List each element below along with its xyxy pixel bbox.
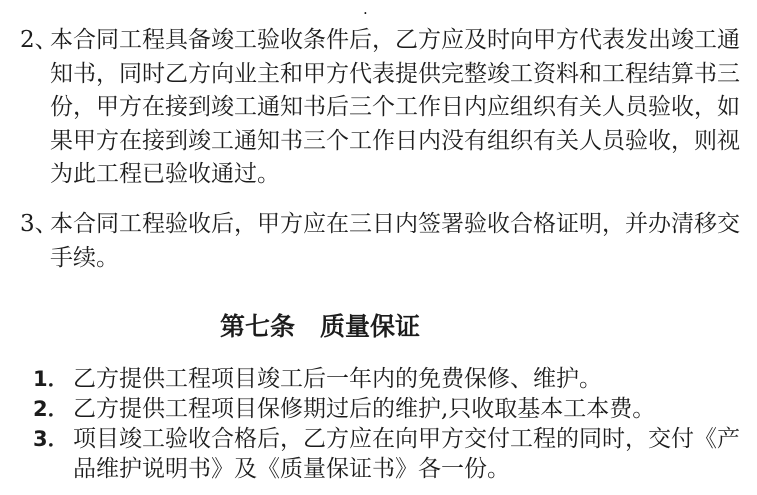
clause-text-line: 手续。 <box>50 244 119 271</box>
clause-text-line: 本合同工程具备竣工验收条件后，乙方应及时向甲方代表发出竣工通 <box>50 27 740 53</box>
section-heading: 第七条 质量保证 <box>220 311 421 341</box>
quality-text-line: 品维护说明书》及《质量保证书》各一份。 <box>73 456 510 482</box>
clause-text-line: 知书，同时乙方向业主和甲方代表提供完整竣工资料和工程结算书三 <box>50 60 740 87</box>
quality-text-line: 乙方提供工程项目竣工后一年内的免费保修、维护。 <box>73 366 602 392</box>
clause-body <box>50 24 740 192</box>
quality-item-body <box>73 364 740 394</box>
quality-item <box>33 364 743 394</box>
clause-text-line: 为此工程已验收通过。 <box>50 161 280 187</box>
clause-number: 3、 <box>20 211 58 237</box>
quality-list <box>33 364 743 484</box>
quality-item-number: 3． <box>33 427 69 451</box>
quality-text-line: 项目竣工验收合格后，乙方应在向甲方交付工程的同时，交付《产 <box>73 426 740 452</box>
clause-body <box>50 208 740 275</box>
quality-item-body <box>73 394 740 424</box>
clause-completion-notice <box>20 24 740 192</box>
clause-text-line: 果甲方在接到竣工通知书三个工作日内没有组织有关人员验收，则视 <box>50 127 740 154</box>
clause-text-line: 本合同工程验收后，甲方应在三日内签署验收合格证明，并办清移交 <box>50 211 740 237</box>
clause-acceptance-certificate <box>20 208 740 275</box>
quality-text-line: 乙方提供工程项目保修期过后的维护,只收取基本工本费。 <box>73 396 656 422</box>
quality-item <box>33 394 743 424</box>
clause-number: 2、 <box>20 27 58 53</box>
quality-item-number: 2． <box>33 397 69 421</box>
quality-item-body <box>73 424 740 484</box>
quality-item-number: 1． <box>33 367 69 391</box>
stray-period-mark: . <box>363 0 368 18</box>
clause-text-line: 份，甲方在接到竣工通知书后三个工作日内应组织有关人员验收，如 <box>50 94 740 120</box>
quality-item <box>33 424 743 484</box>
